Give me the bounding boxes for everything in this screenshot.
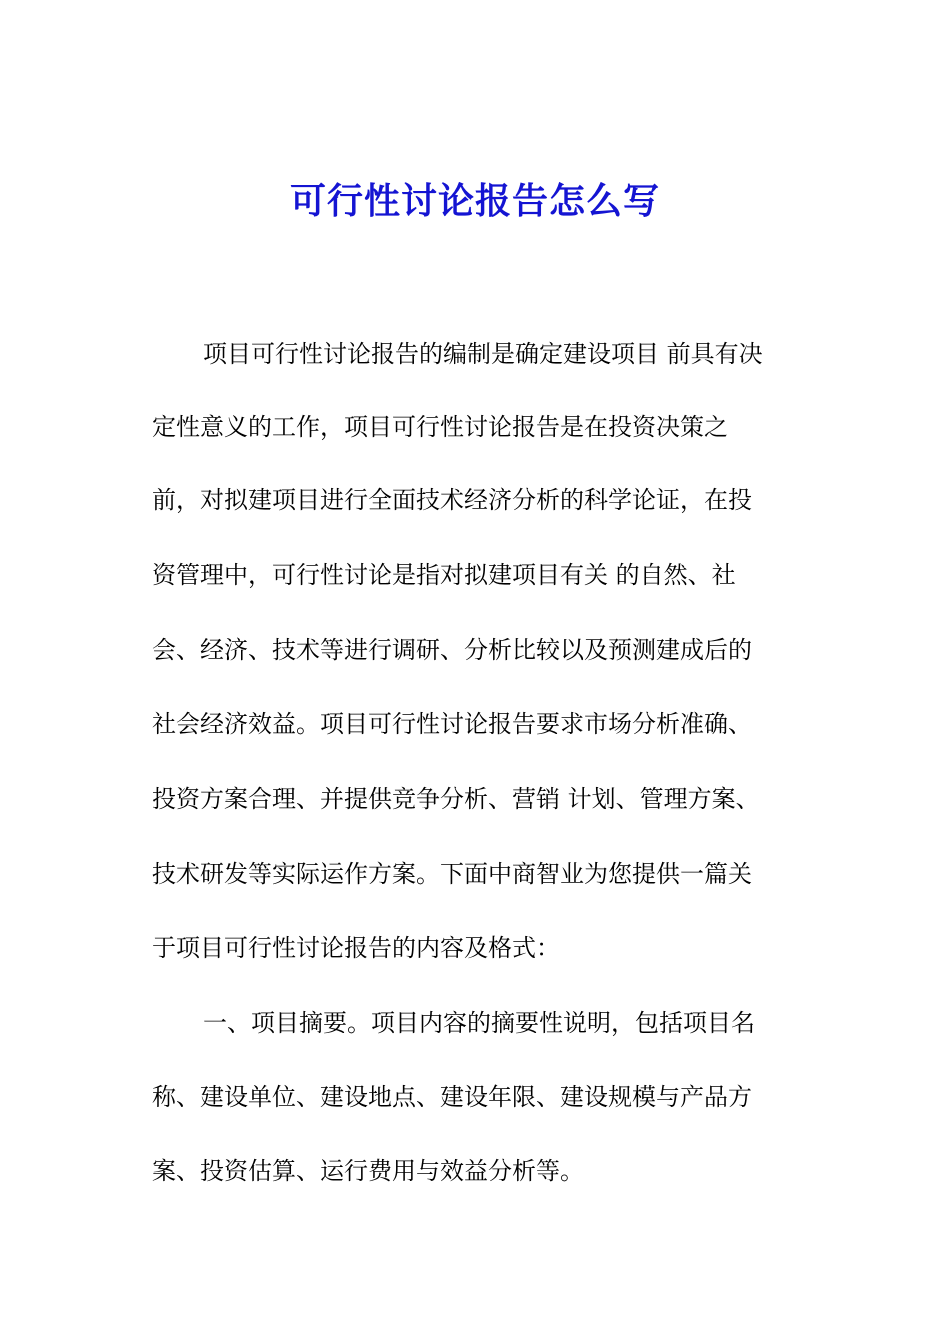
body-line-6: 社会经济效益。项目可行性讨论报告要求市场分析准确、 [152, 710, 752, 738]
body-line-11: 称、建设单位、建设地点、建设年限、建设规模与产品方 [152, 1083, 752, 1111]
body-line-1: 项目可行性讨论报告的编制是确定建设项目 前具有决 [203, 340, 763, 368]
body-line-9: 于项目可行性讨论报告的内容及格式： [152, 934, 560, 962]
body-line-8: 技术研发等实际运作方案。下面中商智业为您提供一篇关 [152, 860, 752, 888]
body-line-10: 一、项目摘要。项目内容的摘要性说明，包括项目名 [203, 1009, 755, 1037]
body-line-12: 案、投资估算、运行费用与效益分析等。 [152, 1157, 584, 1185]
page-title: 可行性讨论报告怎么写 [289, 181, 660, 222]
body-line-3: 前，对拟建项目进行全面技术经济分析的科学论证，在投 [152, 486, 752, 514]
body-line-5: 会、经济、技术等进行调研、分析比较以及预测建成后的 [152, 636, 752, 664]
body-line-4: 资管理中，可行性讨论是指对拟建项目有关 的自然、社 [152, 561, 736, 589]
body-line-2: 定性意义的工作，项目可行性讨论报告是在投资决策之 [152, 413, 728, 441]
body-line-7: 投资方案合理、并提供竞争分析、营销 计划、管理方案、 [152, 785, 760, 813]
